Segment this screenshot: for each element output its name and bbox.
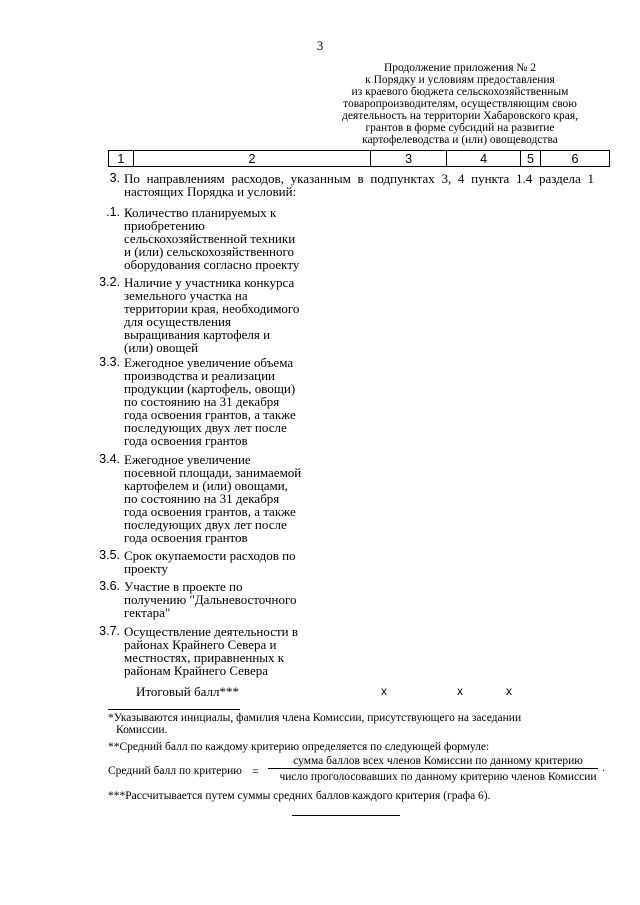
column-number-header [108, 150, 610, 167]
column-number: 6 [540, 151, 609, 167]
appendix-line: грантов в форме субсидий на развитие [365, 122, 555, 134]
criterion-number: 3.3. [99, 355, 120, 369]
total-mark: x [506, 684, 512, 698]
footnote-3: ***Рассчитывается путем суммы средних баллов каждого критерия (графа 6). [108, 790, 491, 802]
appendix-line: картофелеводства и (или) овощеводства [362, 134, 558, 146]
fraction-bar [268, 768, 598, 769]
criterion-text: По направлениям расходов, указанным в подпунктах 3, 4 пункта 1.4 раздела 1 настоящих Порядка и условий: [124, 171, 594, 199]
formula-end: . [602, 760, 605, 774]
formula-label: Средний балл по критерию [108, 765, 242, 777]
appendix-line: Продолжение приложения № 2 [383, 62, 537, 74]
criterion-row-3 [94, 172, 614, 202]
criterion-text: Наличие у участника конкурса земельного участка на территории края, необходимого для осуществления выращивания картофеля и (или) овощей [124, 275, 300, 355]
column-number: 4 [447, 151, 521, 167]
criterion-number: 3. [109, 171, 120, 185]
criterion-text: Ежегодное увеличение объема производства и реализации продукции (картофель, овощи) по состоянию на 31 декабря года освоения грантов, а также последующих двух лет после года освоения грантов [124, 355, 296, 448]
footnote-1: *Указываются инициалы, фамилия члена Комиссии, присутствующего на заседании Комиссии. [108, 712, 522, 736]
formula-equals: = [252, 764, 259, 778]
appendix-line: из краевого бюджета сельскохозяйственным [351, 86, 569, 98]
criterion-text: Осуществление деятельности в районах Крайнего Севера и местностях, приравненных к районам Крайнего Севера [124, 624, 299, 678]
criterion-text: Количество планируемых к приобретению сельскохозяйственной техники и (или) сельскохозяйственного оборудования согласно проекту [124, 205, 300, 272]
appendix-line: деятельность на территории Хабаровского края, [341, 110, 579, 122]
criterion-number: 3.5. [99, 548, 120, 562]
footnote-2: **Средний балл по каждому критерию определяется по следующей формуле: [108, 741, 490, 753]
appendix-line: к Порядку и условиям предоставления [365, 74, 555, 86]
criterion-text: Ежегодное увеличение посевной площади, занимаемой картофелем и (или) овощами, по состоянию на 31 декабря года освоения грантов, а также последующих двух лет после года освоения грантов [124, 452, 302, 545]
formula-numerator: сумма баллов всех членов Комиссии по данному критерию [293, 755, 583, 767]
criterion-number: .1. [106, 205, 120, 219]
page-number: 3 [316, 38, 324, 53]
appendix-line: товаропроизводителям, осуществляющим свою [343, 98, 577, 110]
criterion-number: 3.7. [99, 624, 120, 638]
total-mark: x [381, 684, 387, 698]
formula-denominator: число проголосовавших по данному критерию членов Комиссии [279, 771, 597, 783]
end-divider [292, 815, 400, 816]
criterion-number: 3.6. [99, 579, 120, 593]
criterion-number: 3.2. [99, 275, 120, 289]
footnote-divider [108, 709, 240, 710]
total-score-label: Итоговый балл*** [136, 684, 239, 699]
appendix-header [320, 62, 600, 146]
criterion-text: Участие в проекте по получению "Дальневосточного гектара" [124, 579, 297, 620]
column-number: 5 [521, 151, 541, 167]
column-number: 3 [371, 151, 447, 167]
column-number: 2 [133, 151, 370, 167]
total-mark: x [457, 684, 463, 698]
criterion-number: 3.4. [99, 452, 120, 466]
column-number: 1 [109, 151, 134, 167]
criterion-text: Срок окупаемости расходов по проекту [124, 548, 296, 576]
